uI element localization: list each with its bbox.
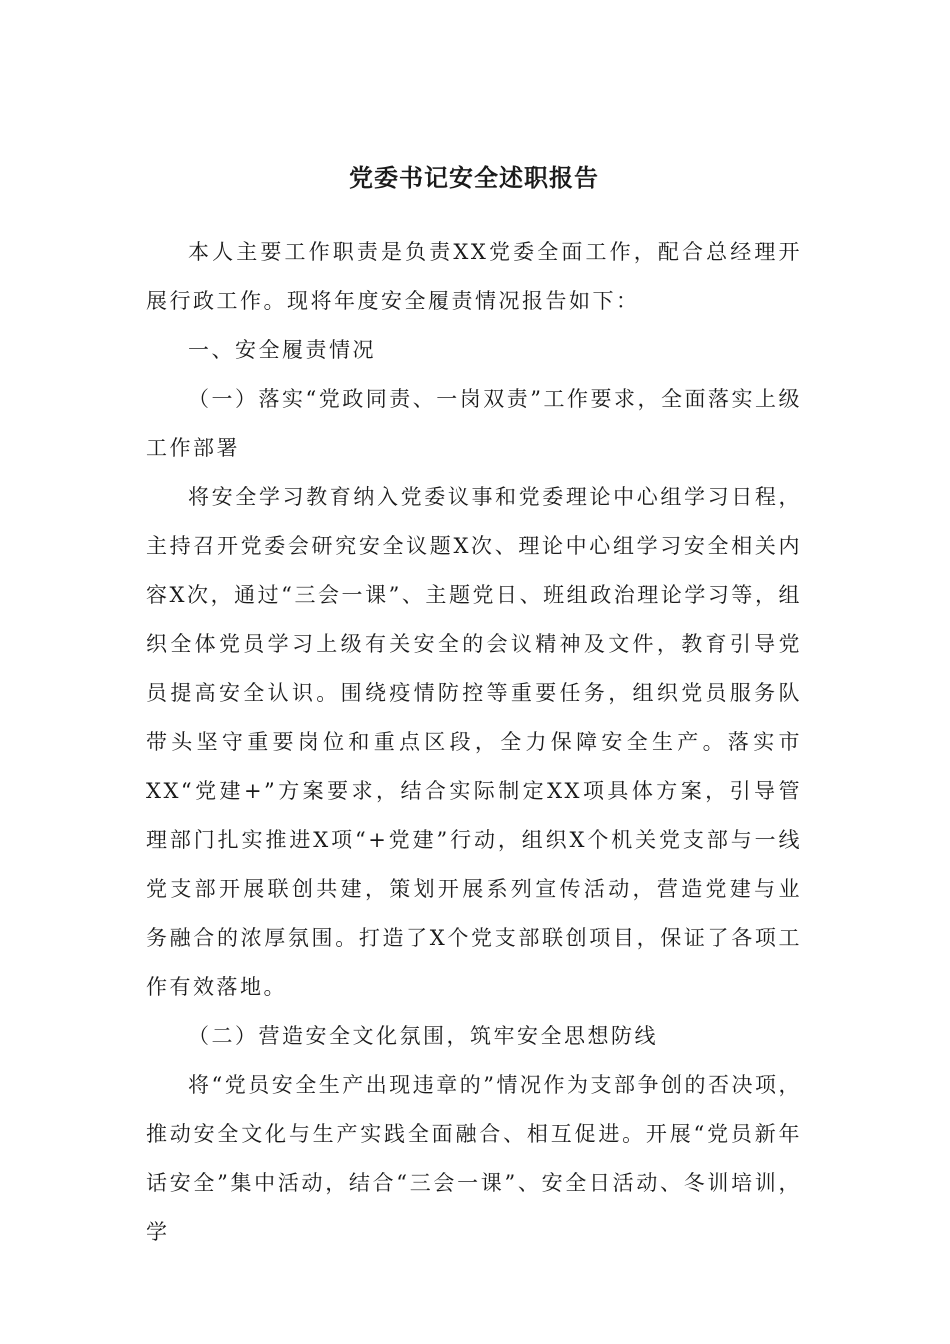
paragraph-body-1: 将安全学习教育纳入党委议事和党委理论中心组学习日程，主持召开党委会研究安全议题X次、理论中心组学习安全相关内容X次，通过“三会一课”、主题党日、班组政治理论学习等，组织全体党员学习上级有关安全的会议精神及文件，教育引导党员提高安全认识。围绕疫情防控等重要任务，组织党员服务队带头坚守重要岗位和重点区段，全力保障安全生产。落实市XX“党建+”方案要求，结合实际制定XX项具体方案，引导管理部门扎实推进X项“+党建”行动，组织X个机关党支部与一线党支部开展联创共建，策划开展系列宣传活动，营造党建与业务融合的浓厚氛围。打造了X个党支部联创项目，保证了各项工作有效落地。	[146, 485, 802, 999]
paragraph-intro: 本人主要工作职责是负责XX党委全面工作，配合总经理开展行政工作。现将年度安全履责情况报告如下：	[146, 240, 802, 313]
document-title: 党委书记安全述职报告	[349, 163, 599, 192]
heading-section-1: 一、安全履责情况	[188, 338, 376, 362]
paragraph-body-2: 将“党员安全生产出现违章的”情况作为支部争创的否决项，推动安全文化与生产实践全面融合、相互促进。开展“党员新年话安全”集中活动，结合“三会一课”、安全日活动、冬训培训，学	[146, 1073, 802, 1244]
document-body	[146, 228, 802, 1257]
subheading-1: （一）落实“党政同责、一岗双责”工作要求，全面落实上级工作部署	[146, 387, 802, 460]
subheading-2: （二）营造安全文化氛围，筑牢安全思想防线	[188, 1024, 658, 1048]
